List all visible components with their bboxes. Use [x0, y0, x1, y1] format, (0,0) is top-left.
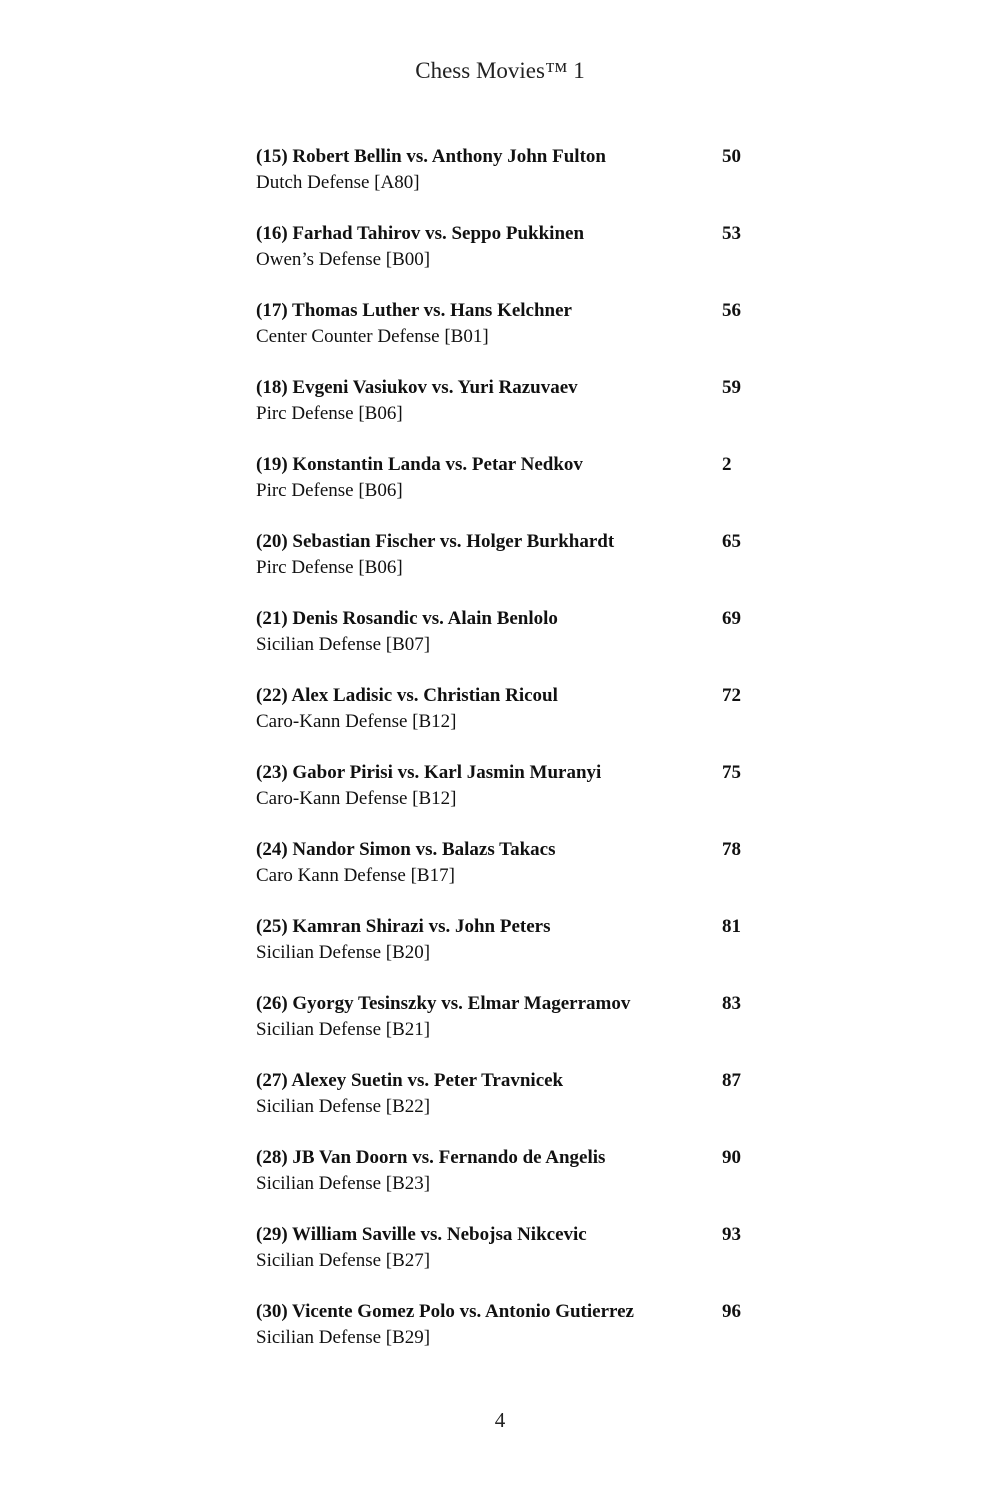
game-title: (22) Alex Ladisic vs. Christian Ricoul — [256, 685, 558, 706]
toc-entry — [256, 1068, 756, 1145]
toc-entry — [256, 914, 756, 991]
game-page-number: 87 — [722, 1070, 741, 1091]
game-page-number: 96 — [722, 1301, 741, 1322]
game-page-number: 83 — [722, 993, 741, 1014]
game-title: (20) Sebastian Fischer vs. Holger Burkhardt — [256, 531, 615, 552]
game-title: (18) Evgeni Vasiukov vs. Yuri Razuvaev — [256, 377, 578, 398]
toc-entry — [256, 606, 756, 683]
toc-entry — [256, 529, 756, 606]
game-opening: Sicilian Defense [B22] — [256, 1096, 431, 1117]
game-opening: Sicilian Defense [B20] — [256, 942, 431, 963]
game-page-number: 2 — [722, 454, 732, 475]
game-page-number: 78 — [722, 839, 741, 860]
game-opening: Sicilian Defense [B07] — [256, 634, 431, 655]
toc-entry — [256, 452, 756, 529]
toc-entry — [256, 221, 756, 298]
toc-entry — [256, 991, 756, 1068]
game-title: (23) Gabor Pirisi vs. Karl Jasmin Muranyi — [256, 762, 602, 783]
game-page-number: 53 — [722, 223, 741, 244]
toc-entry — [256, 837, 756, 914]
game-title: (19) Konstantin Landa vs. Petar Nedkov — [256, 454, 583, 475]
game-opening: Dutch Defense [A80] — [256, 172, 420, 193]
game-page-number: 50 — [722, 146, 741, 167]
page-number: 4 — [494, 1408, 506, 1432]
game-page-number: 65 — [722, 531, 741, 552]
game-title: (27) Alexey Suetin vs. Peter Travnicek — [256, 1070, 564, 1091]
game-title: (30) Vicente Gomez Polo vs. Antonio Gutierrez — [256, 1301, 634, 1322]
running-header: Chess Movies™ 1 — [415, 58, 585, 83]
game-title: (25) Kamran Shirazi vs. John Peters — [256, 916, 551, 937]
game-page-number: 90 — [722, 1147, 741, 1168]
game-title: (26) Gyorgy Tesinszky vs. Elmar Magerramov — [256, 993, 631, 1014]
game-title: (15) Robert Bellin vs. Anthony John Fulton — [256, 146, 606, 167]
toc-entry — [256, 375, 756, 452]
game-opening: Pirc Defense [B06] — [256, 480, 403, 501]
game-page-number: 56 — [722, 300, 741, 321]
game-opening: Owen’s Defense [B00] — [256, 249, 431, 270]
game-opening: Pirc Defense [B06] — [256, 403, 403, 424]
game-title: (24) Nandor Simon vs. Balazs Takacs — [256, 839, 556, 860]
table-of-contents — [256, 144, 756, 1376]
game-title: (28) JB Van Doorn vs. Fernando de Angelis — [256, 1147, 606, 1168]
game-title: (29) William Saville vs. Nebojsa Nikcevic — [256, 1224, 587, 1245]
toc-entry — [256, 298, 756, 375]
game-title: (17) Thomas Luther vs. Hans Kelchner — [256, 300, 572, 321]
game-page-number: 75 — [722, 762, 741, 783]
game-opening: Pirc Defense [B06] — [256, 557, 403, 578]
toc-entry — [256, 760, 756, 837]
toc-entry — [256, 683, 756, 760]
game-title: (16) Farhad Tahirov vs. Seppo Pukkinen — [256, 223, 585, 244]
toc-entry — [256, 1145, 756, 1222]
game-page-number: 93 — [722, 1224, 741, 1245]
game-opening: Caro-Kann Defense [B12] — [256, 788, 457, 809]
game-opening: Center Counter Defense [B01] — [256, 326, 489, 347]
game-opening: Sicilian Defense [B27] — [256, 1250, 431, 1271]
game-page-number: 81 — [722, 916, 741, 937]
game-opening: Sicilian Defense [B21] — [256, 1019, 431, 1040]
game-opening: Sicilian Defense [B29] — [256, 1327, 431, 1348]
game-opening: Caro-Kann Defense [B12] — [256, 711, 457, 732]
game-opening: Sicilian Defense [B23] — [256, 1173, 431, 1194]
game-page-number: 69 — [722, 608, 741, 629]
game-opening: Caro Kann Defense [B17] — [256, 865, 455, 886]
game-title: (21) Denis Rosandic vs. Alain Benlolo — [256, 608, 558, 629]
game-page-number: 72 — [722, 685, 741, 706]
game-page-number: 59 — [722, 377, 741, 398]
toc-entry — [256, 1299, 756, 1376]
toc-entry — [256, 1222, 756, 1299]
toc-entry — [256, 144, 756, 221]
